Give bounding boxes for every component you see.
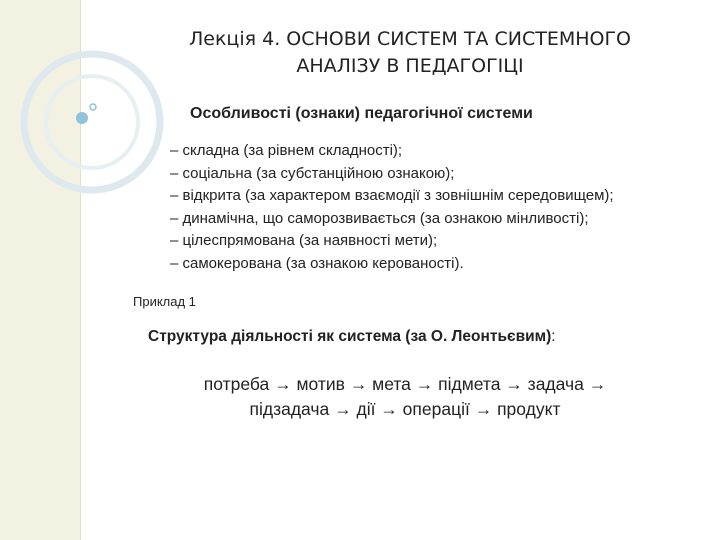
structure-heading — [148, 328, 556, 346]
features-list — [170, 140, 614, 275]
feature-item: – самокерована (за ознакою керованості). — [170, 254, 464, 272]
example-label: Приклад 1 — [133, 294, 196, 309]
chain-line-2: підзадача → дії → операції → продукт — [249, 399, 561, 419]
activity-chain — [150, 372, 660, 422]
structure-heading-text: Структура діяльності як система (за О. Леонтьєвим) — [148, 328, 552, 345]
small-dot — [90, 104, 96, 110]
feature-item: – соціальна (за субстанційною ознакою); — [170, 164, 455, 182]
feature-item: – цілеспрямована (за наявності мети); — [170, 232, 438, 249]
blue-dot — [76, 112, 88, 124]
section-subtitle: Особливості (ознаки) педагогічної системи — [190, 105, 533, 122]
inner-ring — [46, 76, 138, 168]
feature-item: – складна (за рівнем складності); — [170, 142, 403, 159]
feature-item: – відкрита (за характером взаємодії з зовнішнім середовищем); — [170, 187, 614, 204]
feature-item: – динамічна, що саморозвивається (за ознакою мінливості); — [170, 209, 589, 227]
slide-title — [130, 26, 690, 80]
chain-line-1: потреба → мотив → мета → підмета → задача → — [203, 374, 607, 394]
structure-heading-colon: : — [551, 328, 556, 345]
title-line-2: АНАЛІЗУ В ПЕДАГОГІЦІ — [296, 55, 524, 77]
title-line-1: Лекція 4. ОСНОВИ СИСТЕМ ТА СИСТЕМНОГО — [188, 28, 632, 50]
